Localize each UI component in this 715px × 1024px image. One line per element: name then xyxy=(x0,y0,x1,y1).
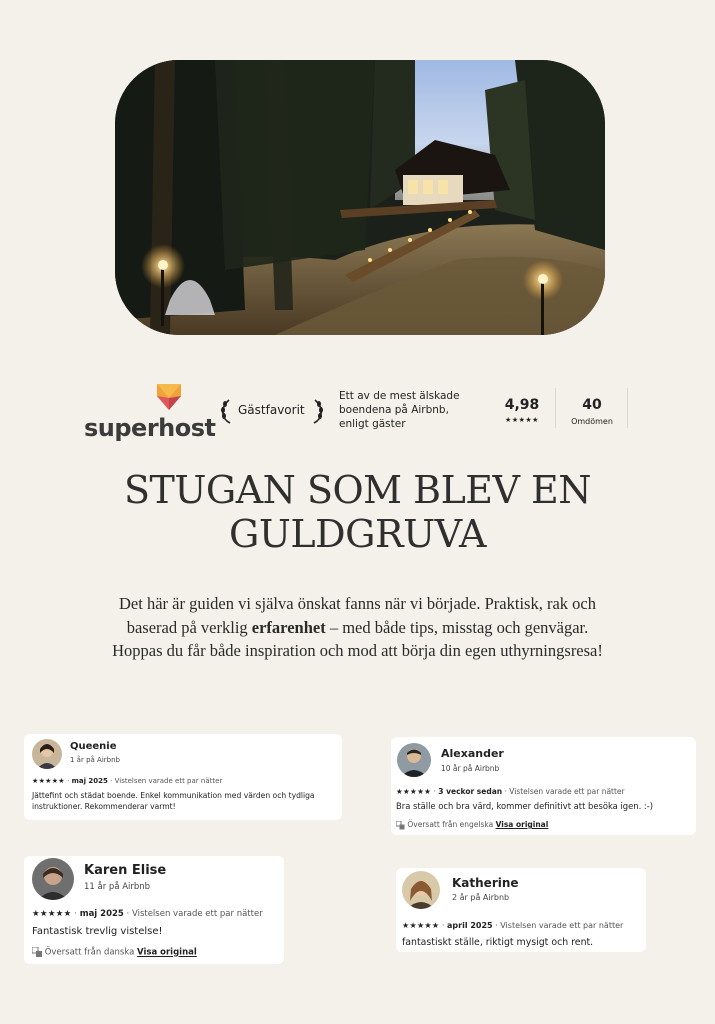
review-text: Jättefint och städat boende. Enkel kommunikation med värden och tydliga instruktioner. Rekommenderar varmt! xyxy=(32,791,315,811)
review-date: maj 2025 xyxy=(71,777,108,785)
reviews-count: 40 xyxy=(582,397,602,413)
review-stars-icon: ★★★★★ xyxy=(32,777,65,785)
review-meta: ★★★★★ · maj 2025 · Vistelsen varade ett par nätter xyxy=(32,777,223,785)
show-original-link[interactable]: Visa original xyxy=(137,947,197,958)
reviews-block xyxy=(566,397,618,426)
review-card xyxy=(24,856,284,964)
reviewer-name: Alexander xyxy=(441,747,504,760)
intro-bold: erfarenhet xyxy=(251,617,326,637)
listing-badges xyxy=(0,380,715,440)
intro-text-2: – med både tips, misstag och genvägar. Hoppas du får både inspiration och mod att börja din egen uthyrningsresa! xyxy=(112,617,603,660)
laurel-right-icon xyxy=(312,398,324,424)
intro-paragraph xyxy=(100,592,615,663)
review-stay: Vistelsen varade ett par nätter xyxy=(131,909,263,919)
review-meta: ★★★★★ · 3 veckor sedan · Vistelsen varade ett par nätter xyxy=(396,787,625,796)
review-date: april 2025 xyxy=(447,921,493,930)
review-meta: ★★★★★ · april 2025 · Vistelsen varade ett par nätter xyxy=(402,921,624,930)
reviewer-tenure: 2 år på Airbnb xyxy=(452,893,510,902)
hero-photo-cabin xyxy=(115,60,605,335)
reviewer-name: Karen Elise xyxy=(84,863,167,878)
reviewer-tenure: 11 år på Airbnb xyxy=(84,882,151,892)
translation-label: Översatt från engelska xyxy=(407,820,494,829)
rating-stars-icon: ★★★★★ xyxy=(505,417,539,424)
reviews-label: Omdömen xyxy=(571,417,613,426)
review-text: Fantastisk trevlig vistelse! xyxy=(32,926,163,937)
page-title xyxy=(40,468,675,556)
avatar xyxy=(397,743,431,777)
guest-favorite-badge xyxy=(220,396,325,426)
review-stars-icon: ★★★★★ xyxy=(402,921,440,930)
review-stay: Vistelsen varade ett par nätter xyxy=(114,777,223,785)
superhost-label: superhost xyxy=(84,414,216,442)
translate-icon xyxy=(396,821,405,830)
review-stars-icon: ★★★★★ xyxy=(396,787,432,796)
superhost-badge-icon xyxy=(154,384,184,418)
review-stay: Vistelsen varade ett par nätter xyxy=(509,787,625,796)
page-title-line-1: STUGAN SOM BLEV EN xyxy=(123,468,592,512)
guest-favorite-description: Ett av de mest älskade boendena på Airbnb, enligt gäster xyxy=(339,390,460,430)
avatar xyxy=(32,858,74,900)
review-text: fantastiskt ställe, riktigt mysigt och rent. xyxy=(402,937,594,948)
avatar xyxy=(32,739,62,769)
review-date: maj 2025 xyxy=(79,909,124,919)
review-card xyxy=(391,737,696,835)
rating-block xyxy=(498,397,546,424)
divider xyxy=(627,388,628,428)
laurel-left-icon xyxy=(220,398,232,424)
review-text: Bra ställe och bra värd, kommer definitivt att besöka igen. :-) xyxy=(396,801,654,811)
intro-text-1: Det här är guiden vi själva önskat fanns när vi började. Praktisk, rak och baserad på verklig xyxy=(119,594,596,637)
reviewer-tenure: 1 år på Airbnb xyxy=(70,756,120,764)
page-title-line-2: GULDGRUVA xyxy=(229,512,486,556)
translate-icon xyxy=(32,947,42,957)
review-stay: Vistelsen varade ett par nätter xyxy=(500,921,624,930)
translation-note xyxy=(396,820,548,830)
superhost-logo xyxy=(84,384,216,442)
avatar xyxy=(402,871,440,909)
rating-value: 4,98 xyxy=(504,397,540,413)
review-card xyxy=(396,868,646,952)
show-original-link[interactable]: Visa original xyxy=(495,820,549,829)
review-stars-icon: ★★★★★ xyxy=(32,909,72,919)
reviewer-tenure: 10 år på Airbnb xyxy=(441,764,500,773)
translation-note xyxy=(32,947,197,958)
review-date: 3 veckor sedan xyxy=(438,787,503,796)
guest-favorite-label: Gästfavorit xyxy=(238,403,305,417)
reviewer-name: Queenie xyxy=(70,741,117,752)
divider xyxy=(555,388,556,428)
review-meta: ★★★★★ · maj 2025 · Vistelsen varade ett par nätter xyxy=(32,909,263,919)
review-card xyxy=(24,734,342,820)
reviewer-name: Katherine xyxy=(452,876,519,890)
translation-label: Översatt från danska xyxy=(44,947,135,958)
